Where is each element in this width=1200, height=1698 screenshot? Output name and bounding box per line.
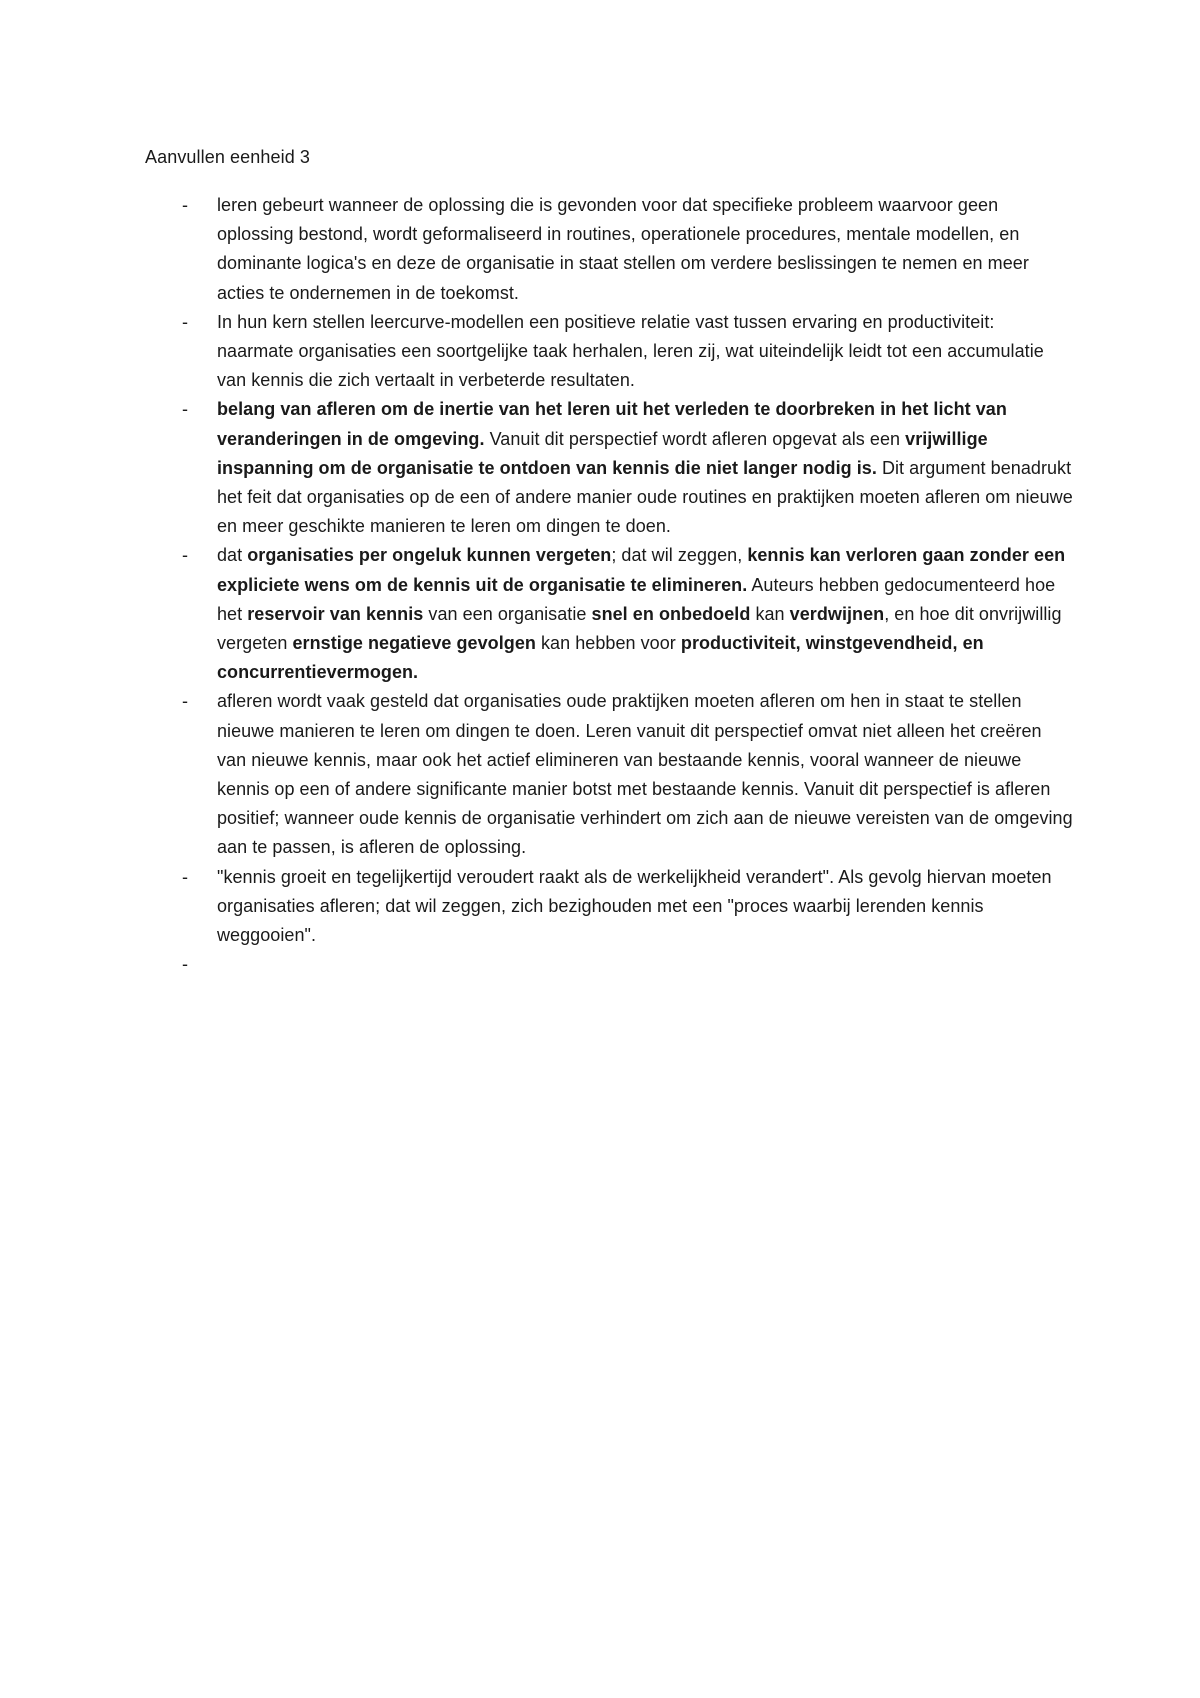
bold-text-segment: vrijwillige inspanning om de organisatie te ontdoen van kennis die niet langer nodig is.	[217, 428, 988, 478]
text-segment: kan	[750, 603, 790, 624]
document-title: Aanvullen eenheid 3	[145, 147, 311, 167]
text-segment: Dit argument benadrukt het feit dat organisaties op de een of andere manier oude routines en praktijken moeten afleren om nieuwe en meer geschikte manieren te leren om dingen te doen.	[217, 457, 1073, 537]
bullet-dash: -	[182, 399, 189, 420]
bold-text-segment: productiviteit, winstgevendheid, en concurrentievermogen.	[217, 633, 984, 683]
bold-text-segment: verdwijnen	[789, 603, 885, 624]
text-segment: dat	[217, 545, 248, 566]
bold-text-segment: organisaties per ongeluk kunnen vergeten	[247, 545, 612, 566]
list-item	[145, 395, 1075, 541]
bullet-dash: -	[182, 954, 189, 975]
list-item-text	[217, 399, 1073, 536]
text-segment: van een organisatie	[423, 603, 592, 624]
bold-text-segment: ernstige negatieve gevolgen	[292, 633, 536, 654]
text-segment: afleren wordt vaak gesteld dat organisaties oude praktijken moeten afleren om hen in staat te stellen nieuwe manieren te leren om dingen te doen. Leren vanuit dit perspectief omvat niet alleen het creëren van nieuwe kennis, maar ook het actief elimineren van bestaande kennis, vooral wanneer de nieuwe kennis op een of andere significante manier botst met bestaande kennis. Vanuit dit perspectief is afleren positief; wanneer oude kennis de organisatie verhindert om zich aan de nieuwe vereisten van de omgeving aan te passen, is afleren de oplossing.	[217, 691, 1073, 858]
bold-text-segment: reservoir van kennis	[247, 603, 424, 624]
bold-text-segment: snel en onbedoeld	[591, 603, 751, 624]
text-segment: , en hoe dit onvrijwillig vergeten	[217, 603, 1062, 654]
list-item	[145, 687, 1075, 862]
list-item-text	[217, 312, 1044, 390]
text-segment: In hun kern stellen leercurve-modellen een positieve relatie vast tussen ervaring en productiviteit: naarmate organisaties een soortgelijke taak herhalen, leren zij, wat uiteindelijk leidt tot een accumulatie van kennis die zich vertaalt in verbeterde resultaten.	[217, 311, 1044, 391]
bold-text-segment: kennis kan verloren gaan zonder een expliciete wens om de kennis uit de organisatie te elimineren.	[217, 545, 1066, 595]
text-segment: kan hebben voor	[535, 633, 681, 654]
list-item	[145, 541, 1075, 687]
bullet-dash: -	[182, 195, 189, 215]
bullet-list	[145, 191, 1075, 975]
list-item-text	[217, 195, 1029, 303]
text-segment: ; dat wil zeggen,	[611, 545, 748, 566]
text-segment: "kennis groeit en tegelijkertijd veroudert raakt als de werkelijkheid verandert". Als gevolg hiervan moeten organisaties afleren; dat wil zeggen, zich bezighouden met een "proces waarbij lerenden kennis weggooien".	[217, 866, 1052, 946]
text-segment: Vanuit dit perspectief wordt afleren opgevat als een	[484, 428, 906, 449]
text-segment: leren gebeurt wanneer de oplossing die is gevonden voor dat specifieke probleem waarvoor geen oplossing bestond, wordt geformaliseerd in routines, operationele procedures, mentale modellen, en dominante logica's en deze de organisatie in staat stellen om verdere beslissingen te nemen en meer acties te ondernemen in de toekomst.	[217, 195, 1029, 303]
list-item	[145, 863, 1075, 951]
list-item-text	[217, 545, 1065, 682]
bullet-dash: -	[182, 866, 189, 887]
list-item	[145, 308, 1075, 396]
list-item-text	[217, 867, 1052, 945]
bullet-dash: -	[182, 691, 189, 712]
list-item	[145, 191, 1075, 308]
bullet-dash: -	[182, 545, 189, 566]
list-item-text	[217, 691, 1073, 857]
bold-text-segment: belang van afleren om de inertie van het leren uit het verleden te doorbreken in het licht van veranderingen in de omgeving.	[217, 399, 1007, 449]
text-segment: Auteurs hebben gedocumenteerd hoe het	[217, 574, 1056, 624]
bullet-dash: -	[182, 311, 189, 332]
